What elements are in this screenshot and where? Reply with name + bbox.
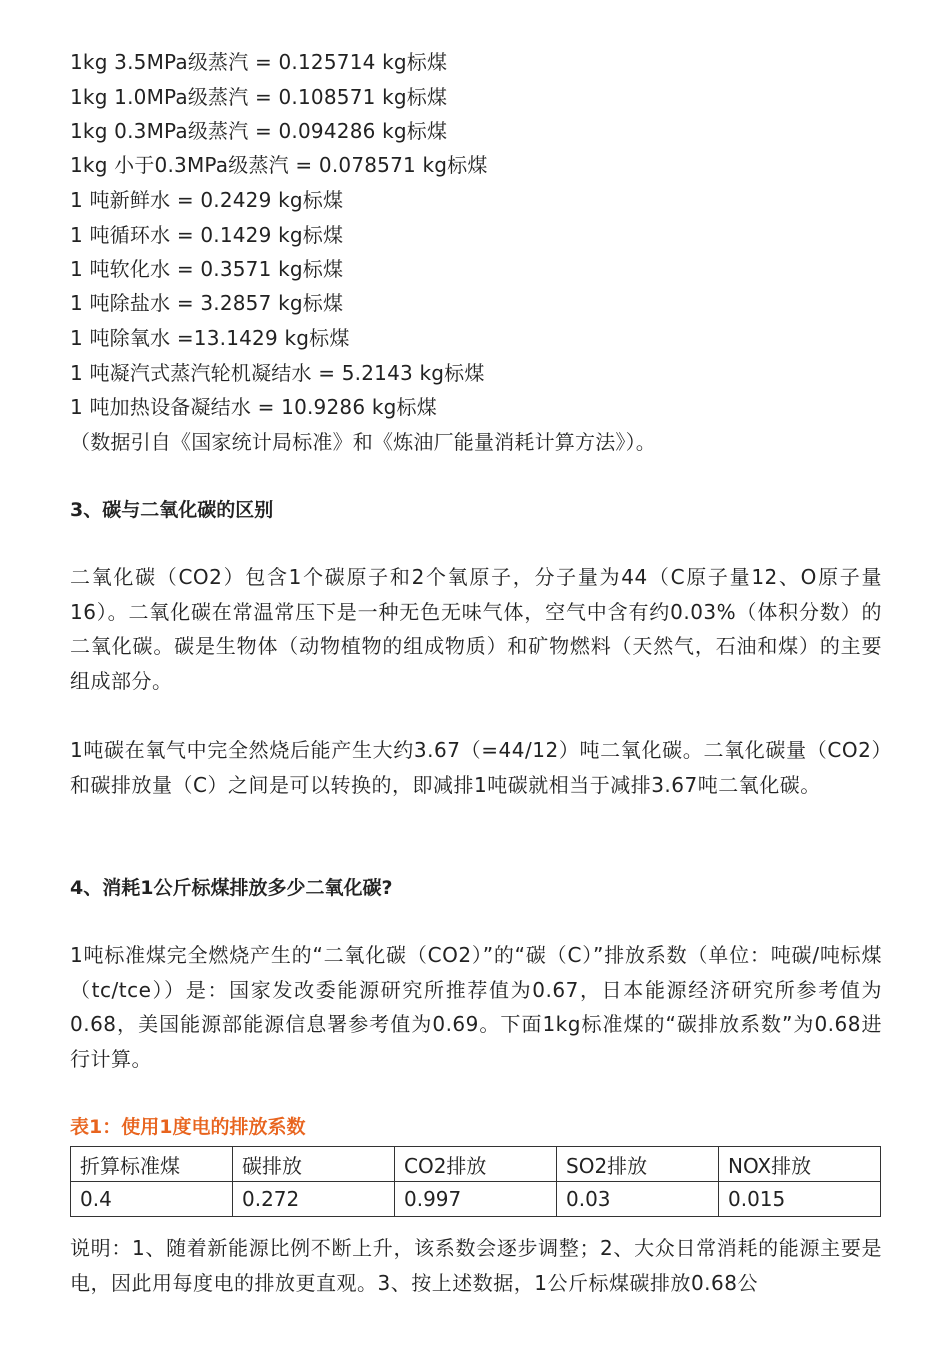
conversion-line: 1 吨除氧水 =13.1429 kg标煤: [70, 326, 350, 350]
conversion-line: 1 吨循环水 = 0.1429 kg标煤: [70, 223, 344, 247]
section-3-paragraph-2: 1吨碳在氧气中完全然烧后能产生大约3.67（=44/12）吨二氧化碳。二氧化碳量（CO2）和碳排放量（C）之间是可以转换的，即减排1吨碳就相当于减排3.67吨二氧化碳。: [70, 738, 882, 797]
table-cell: 0.997: [395, 1182, 557, 1217]
conversion-line: 1kg 3.5MPa级蒸汽 = 0.125714 kg标煤: [70, 50, 448, 74]
section-3-heading: 3、碳与二氧化碳的区别: [70, 499, 274, 521]
conversion-line: 1 吨凝汽式蒸汽轮机凝结水 = 5.2143 kg标煤: [70, 361, 485, 385]
table-cell: 0.03: [557, 1182, 719, 1217]
section-3-paragraph-1: 二氧化碳（CO2）包含1个碳原子和2个氧原子，分子量为44（C原子量12、O原子量16）。二氧化碳在常温常压下是一种无色无味气体，空气中含有约0.03%（体积分数）的二氧化碳。碳是生物体（动物植物的组成物质）和矿物燃料（天然气，石油和煤）的主要组成部分。: [70, 565, 882, 693]
conversion-line: 1 吨除盐水 = 3.2857 kg标煤: [70, 291, 344, 315]
conversion-line: 1 吨加热设备凝结水 = 10.9286 kg标煤: [70, 395, 437, 419]
table-cell: 0.272: [233, 1182, 395, 1217]
table-header-cell: CO2排放: [395, 1147, 557, 1182]
table-cell: 0.4: [71, 1182, 233, 1217]
source-citation: （数据引自《国家统计局标准》和《炼油厂能量消耗计算方法》）。: [70, 430, 656, 454]
table-cell: 0.015: [719, 1182, 881, 1217]
section-4-heading: 4、消耗1公斤标煤排放多少二氧化碳?: [70, 877, 393, 899]
note-paragraph: 说明：1、随着新能源比例不断上升，该系数会逐步调整；2、大众日常消耗的能源主要是电，因此用每度电的排放更直观。3、按上述数据，1公斤标煤碳排放0.68公: [70, 1236, 882, 1295]
table-header-cell: 折算标准煤: [71, 1147, 233, 1182]
conversion-line: 1kg 1.0MPa级蒸汽 = 0.108571 kg标煤: [70, 85, 448, 109]
emission-factor-table: [70, 1146, 881, 1217]
table-header-row: [71, 1147, 881, 1182]
conversion-line: 1 吨新鲜水 = 0.2429 kg标煤: [70, 188, 344, 212]
table-row: [71, 1182, 881, 1217]
conversion-line: 1kg 0.3MPa级蒸汽 = 0.094286 kg标煤: [70, 119, 448, 143]
table-header-cell: 碳排放: [233, 1147, 395, 1182]
section-4-paragraph-1: 1吨标准煤完全燃烧产生的“二氧化碳（CO2）”的“碳（C）”排放系数（单位：吨碳/吨标煤（tc/tce））是：国家发改委能源研究所推荐值为0.67，日本能源经济研究所参考值为0.68，美国能源部能源信息署参考值为0.69。下面1kg标准煤的“碳排放系数”为0.68进行计算。: [70, 943, 882, 1071]
table-header-cell: NOX排放: [719, 1147, 881, 1182]
conversion-line: 1 吨软化水 = 0.3571 kg标煤: [70, 257, 344, 281]
conversion-line: 1kg 小于0.3MPa级蒸汽 = 0.078571 kg标煤: [70, 153, 488, 177]
table-header-cell: SO2排放: [557, 1147, 719, 1182]
table-title: 表1：使用1度电的排放系数: [70, 1116, 306, 1138]
